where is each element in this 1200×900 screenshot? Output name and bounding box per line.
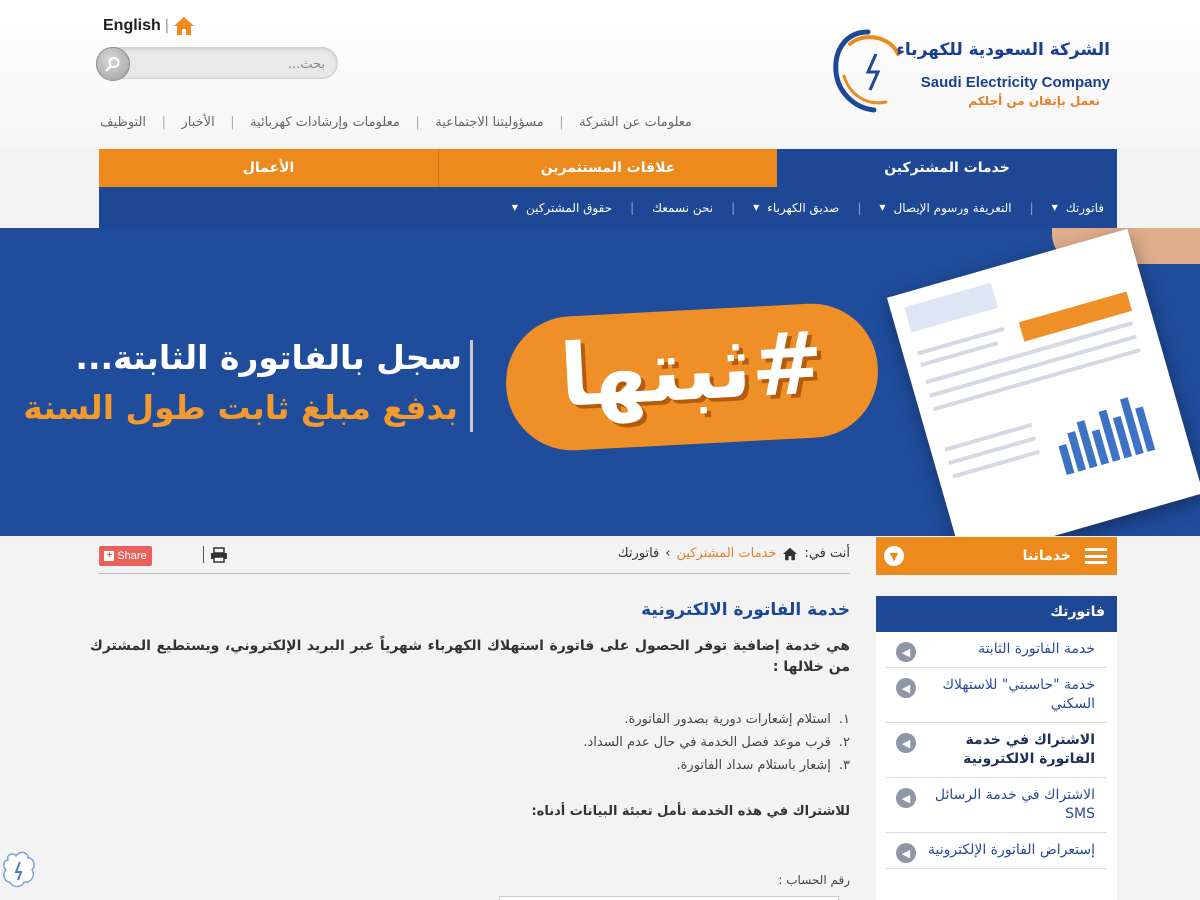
tab-investor-relations[interactable]: علاقات المستثمرين: [438, 149, 777, 187]
language-switch[interactable]: [103, 16, 195, 36]
subnav-item-electricity-friend[interactable]: [753, 201, 839, 215]
print-icon[interactable]: [210, 547, 228, 563]
search-box: [96, 47, 338, 79]
language-divider: |: [164, 17, 169, 34]
services-menu-title: [1023, 548, 1107, 564]
subnav-label: صديق الكهرباء: [767, 200, 840, 215]
divider: |: [731, 200, 736, 215]
main-tabs: [99, 149, 1117, 187]
promo-banner[interactable]: [0, 228, 1200, 536]
subnav-item-your-bill[interactable]: [1052, 201, 1104, 215]
breadcrumb-prefix: أنت في:: [804, 546, 850, 561]
home-icon[interactable]: [173, 16, 195, 36]
sidebar-item-sms-subscribe[interactable]: [886, 778, 1107, 833]
page-title: خدمة الفاتورة الالكترونية: [641, 600, 850, 620]
chevron-down-icon: ▼: [753, 203, 760, 212]
plus-icon: +: [104, 551, 114, 561]
chevron-left-icon: ◀: [896, 642, 916, 662]
company-logo[interactable]: [828, 26, 1110, 116]
subnav-item-customer-rights[interactable]: [512, 201, 612, 215]
top-link-about[interactable]: معلومات عن الشركة: [579, 115, 692, 130]
breadcrumb: [618, 546, 850, 561]
divider: |: [630, 200, 635, 215]
chevron-left-icon: ◀: [896, 788, 916, 808]
paper-highlight: [1019, 292, 1132, 342]
search-button[interactable]: [96, 47, 130, 81]
services-menu-bar[interactable]: [876, 537, 1117, 575]
divider: [203, 546, 204, 563]
breadcrumb-current: فاتورتك: [617, 546, 660, 561]
logo-english-name: Saudi Electricity Company: [920, 74, 1110, 91]
paper-chart: [1044, 379, 1169, 477]
sidebar-item-label: إستعراض الفاتورة الإلكترونية: [928, 842, 1095, 858]
form-instruction: للاشتراك في هذه الخدمة نأمل تعبئة البيانات أدناه:: [531, 804, 850, 819]
divider: |: [230, 115, 235, 130]
subnav-item-we-hear-you[interactable]: [652, 201, 713, 215]
subnav-label: حقوق المشتركين: [525, 200, 613, 215]
sidebar-item-label: خدمة الفاتورة الثابتة: [978, 641, 1095, 657]
sidebar: [876, 596, 1117, 900]
list-item: ٣.إشعار باستلام سداد الفاتورة.: [676, 758, 850, 773]
banner-hashtag-badge: [503, 300, 882, 453]
feedback-icon[interactable]: [2, 850, 38, 900]
chevron-down-icon: ▼: [511, 203, 518, 212]
share-label: Share: [117, 550, 147, 562]
divider: |: [161, 115, 166, 130]
banner-hashtag: #ثبتها: [557, 313, 826, 427]
banner-headline: سجل بالفاتورة الثابتة...: [75, 338, 462, 377]
site-header: [0, 0, 1200, 148]
tab-customer-services[interactable]: خدمات المشتركين: [777, 149, 1117, 187]
sidebar-list: [876, 632, 1117, 869]
paper-line: [948, 436, 1036, 465]
home-icon[interactable]: [782, 547, 798, 561]
features-list: [583, 708, 850, 777]
chevron-down-icon[interactable]: ▼: [884, 546, 904, 566]
breadcrumb-link-customer-services[interactable]: خدمات المشتركين: [676, 546, 777, 561]
chevron-left-icon: ◀: [896, 843, 916, 863]
breadcrumb-bar: [99, 537, 850, 574]
logo-arabic-name: الشركة السعودية للكهرباء: [896, 40, 1110, 60]
divider: |: [857, 200, 862, 215]
paper-line: [945, 423, 1033, 452]
list-item: ٢.قرب موعد فصل الخدمة في حال عدم السداد.: [583, 735, 850, 750]
chevron-left-icon: ◀: [896, 733, 916, 753]
paper-header: [904, 283, 998, 333]
chevron-down-icon: ▼: [1051, 203, 1058, 212]
menu-icon: [1085, 548, 1107, 564]
services-label: خدماتنا: [1022, 548, 1071, 564]
account-number-label: رقم الحساب :: [778, 873, 850, 887]
tab-business[interactable]: الأعمال: [99, 149, 438, 187]
top-link-electrical-info[interactable]: معلومات وإرشادات كهربائية: [250, 115, 400, 130]
sidebar-item-label: الاشتراك في خدمة الرسائل SMS: [934, 787, 1095, 822]
divider: |: [559, 115, 564, 130]
sidebar-item-calculator[interactable]: [886, 668, 1107, 723]
subnav-label: نحن نسمعك: [652, 200, 714, 215]
divider: |: [415, 115, 420, 130]
top-link-news[interactable]: الأخبار: [181, 115, 215, 130]
intro-paragraph: هي خدمة إضافية توفر الحصول على فاتورة استهلاك الكهرباء شهرياً عبر البريد الإلكتروني، ويستطيع المشترك من خلالها :: [90, 638, 850, 675]
sidebar-title: فاتورتك: [876, 596, 1117, 632]
list-item: ١.استلام إشعارات دورية بصدور الفاتورة.: [624, 712, 850, 727]
paper-line: [929, 335, 1137, 398]
chevron-left-icon: ◀: [896, 678, 916, 698]
search-icon: [105, 56, 121, 72]
bill-paper-illustration: [887, 229, 1200, 536]
print-group: [203, 546, 228, 563]
account-number-field[interactable]: [499, 896, 839, 900]
subnav-label: التعريفة ورسوم الإيصال: [893, 200, 1012, 215]
share-button[interactable]: [99, 546, 152, 566]
sidebar-item-label: خدمة "حاسبتي" للاستهلاك السكني: [942, 677, 1095, 712]
sidebar-item-fixed-bill[interactable]: [886, 632, 1107, 668]
top-link-social-responsibility[interactable]: مسؤوليتنا الاجتماعية: [435, 115, 544, 130]
chevron-down-icon: ▼: [879, 203, 886, 212]
sidebar-item-label: الاشتراك في خدمة الفاتورة الالكترونية: [963, 732, 1095, 767]
logo-tagline: نعمل بإتقان من أجلكم: [968, 94, 1100, 108]
top-link-careers[interactable]: التوظيف: [100, 115, 147, 130]
subnav-label: فاتورتك: [1065, 200, 1104, 215]
banner-subheadline: بدفع مبلغ ثابت طول السنة: [23, 388, 458, 427]
top-links: [100, 115, 692, 130]
paper-line: [952, 450, 1040, 479]
banner-divider: [470, 340, 473, 432]
divider: |: [1029, 200, 1034, 215]
sub-navigation: [99, 187, 1117, 228]
sidebar-item-view-ebill[interactable]: [886, 833, 1107, 869]
subnav-item-tariffs[interactable]: [879, 201, 1011, 215]
search-input[interactable]: [133, 53, 325, 75]
sidebar-item-ebill-subscribe[interactable]: [886, 723, 1107, 778]
breadcrumb-separator: ›: [665, 546, 671, 561]
language-label[interactable]: English: [103, 17, 161, 34]
